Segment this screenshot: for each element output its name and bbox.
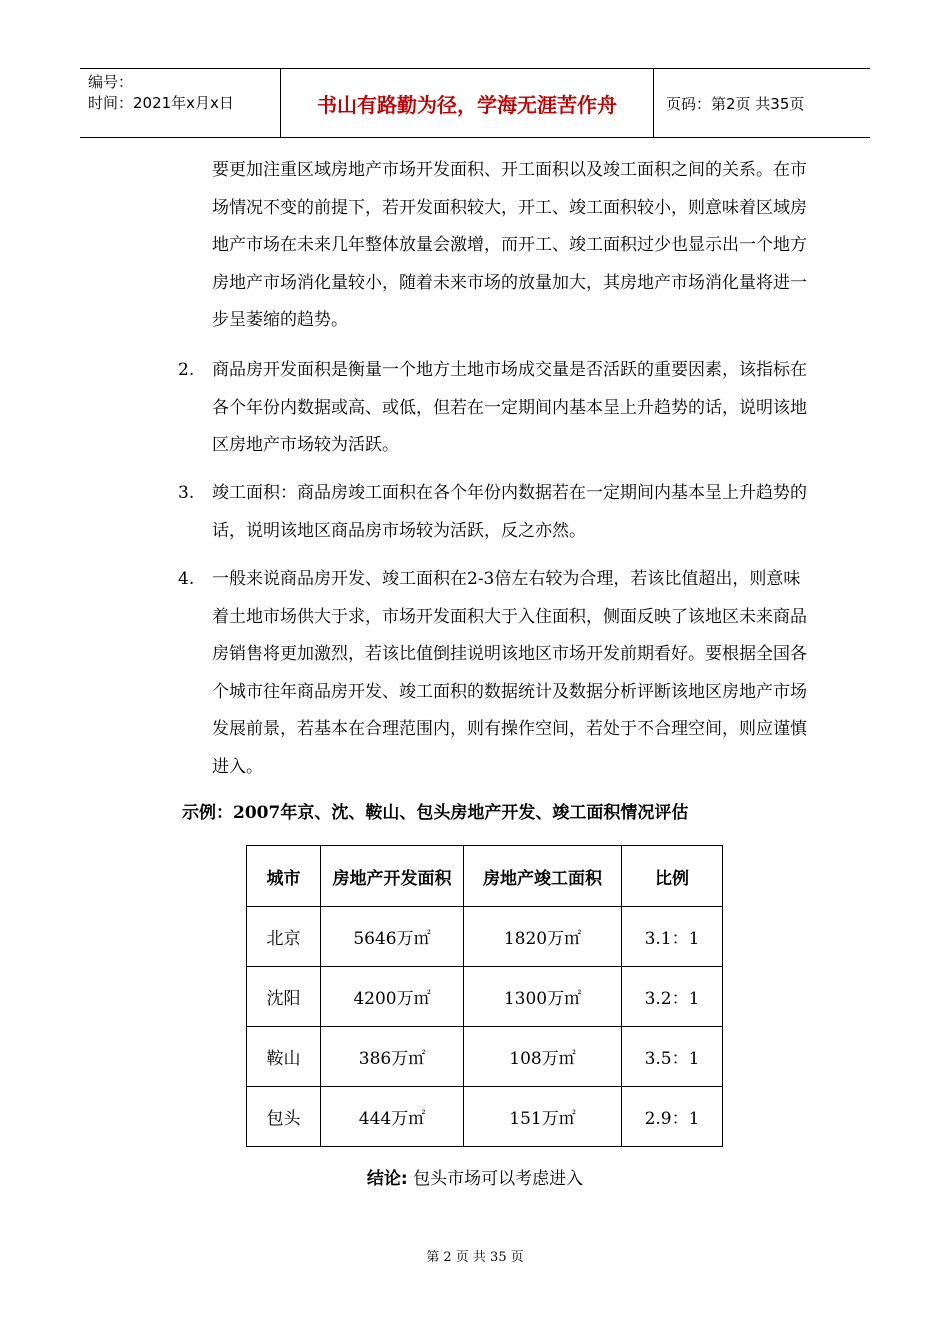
list-item-text: 竣工面积：商品房竣工面积在各个年份内数据若在一定期间内基本呈上升趋势的话，说明该地区商品房市场较为活跃，反之亦然。	[212, 483, 807, 541]
intro-paragraph: 要更加注重区域房地产市场开发面积、开工面积以及竣工面积之间的关系。在市场情况不变的前提下，若开发面积较大，开工、竣工面积较小，则意味着区域房地产市场在未来几年整体放量会激增，而开工、竣工面积过少也显示出一个地方房地产市场消化量较小，随着未来市场的放量加大，其房地产市场消化量将进一步呈萎缩的趋势。	[212, 160, 807, 330]
table-cell: 3.2：1	[622, 967, 723, 1027]
table-row	[247, 1087, 723, 1147]
column-header-completed-area: 房地产竣工面积	[464, 846, 622, 907]
table-cell: 1820万㎡	[464, 907, 622, 967]
table-cell: 3.5：1	[622, 1027, 723, 1087]
table-row	[247, 1027, 723, 1087]
table-cell: 386万㎡	[321, 1027, 464, 1087]
table-cell: 4200万㎡	[321, 967, 464, 1027]
table-cell: 2.9：1	[622, 1087, 723, 1147]
header-page-info: 页码：第2页 共35页	[666, 94, 805, 113]
list-item-number: 3.	[178, 483, 195, 503]
conclusion-label: 结论:	[366, 1169, 408, 1189]
table-cell: 1300万㎡	[464, 967, 622, 1027]
page-header	[80, 68, 870, 138]
header-motto: 书山有路勤为径，学海无涯苦作舟	[281, 69, 654, 137]
table-cell: 3.1：1	[622, 907, 723, 967]
table-row	[247, 967, 723, 1027]
header-meta	[80, 69, 281, 137]
table-cell: 包头	[247, 1087, 321, 1147]
table-cell: 北京	[247, 907, 321, 967]
table-cell: 5646万㎡	[321, 907, 464, 967]
conclusion	[0, 1164, 950, 1189]
page-footer: 第 2 页 共 35 页	[426, 1250, 524, 1265]
column-header-city: 城市	[247, 846, 321, 907]
table-row	[247, 907, 723, 967]
list-item-text: 一般来说商品房开发、竣工面积在2-3倍左右较为合理，若该比值超出，则意味着土地市场供大于求，市场开发面积大于入住面积，侧面反映了该地区未来商品房销售将更加激烈，若该比值倒挂说明该地区市场开发前期看好。要根据全国各个城市往年商品房开发、竣工面积的数据统计及数据分析评断该地区房地产市场发展前景，若基本在合理范围内，则有操作空间，若处于不合理空间，则应谨慎进入。	[212, 569, 807, 777]
list-item-number: 2.	[178, 360, 195, 380]
table-header-row	[247, 846, 723, 907]
table-cell: 沈阳	[247, 967, 321, 1027]
document-number-label: 编号：	[88, 73, 134, 91]
document-date: 时间：2021年x月x日	[88, 94, 234, 112]
table-cell: 151万㎡	[464, 1087, 622, 1147]
column-header-ratio: 比例	[622, 846, 723, 907]
table-cell: 444万㎡	[321, 1087, 464, 1147]
table-cell: 鞍山	[247, 1027, 321, 1087]
table-cell: 108万㎡	[464, 1027, 622, 1087]
column-header-dev-area: 房地产开发面积	[321, 846, 464, 907]
list-item-number: 4.	[178, 569, 195, 589]
example-title: 示例：2007年京、沈、鞍山、包头房地产开发、竣工面积情况评估	[182, 803, 689, 823]
conclusion-text: 包头市场可以考虑进入	[413, 1169, 584, 1189]
area-table	[246, 845, 723, 1147]
list-item-text: 商品房开发面积是衡量一个地方土地市场成交量是否活跃的重要因素，该指标在各个年份内数据或高、或低，但若在一定期间内基本呈上升趋势的话，说明该地区房地产市场较为活跃。	[212, 360, 807, 455]
